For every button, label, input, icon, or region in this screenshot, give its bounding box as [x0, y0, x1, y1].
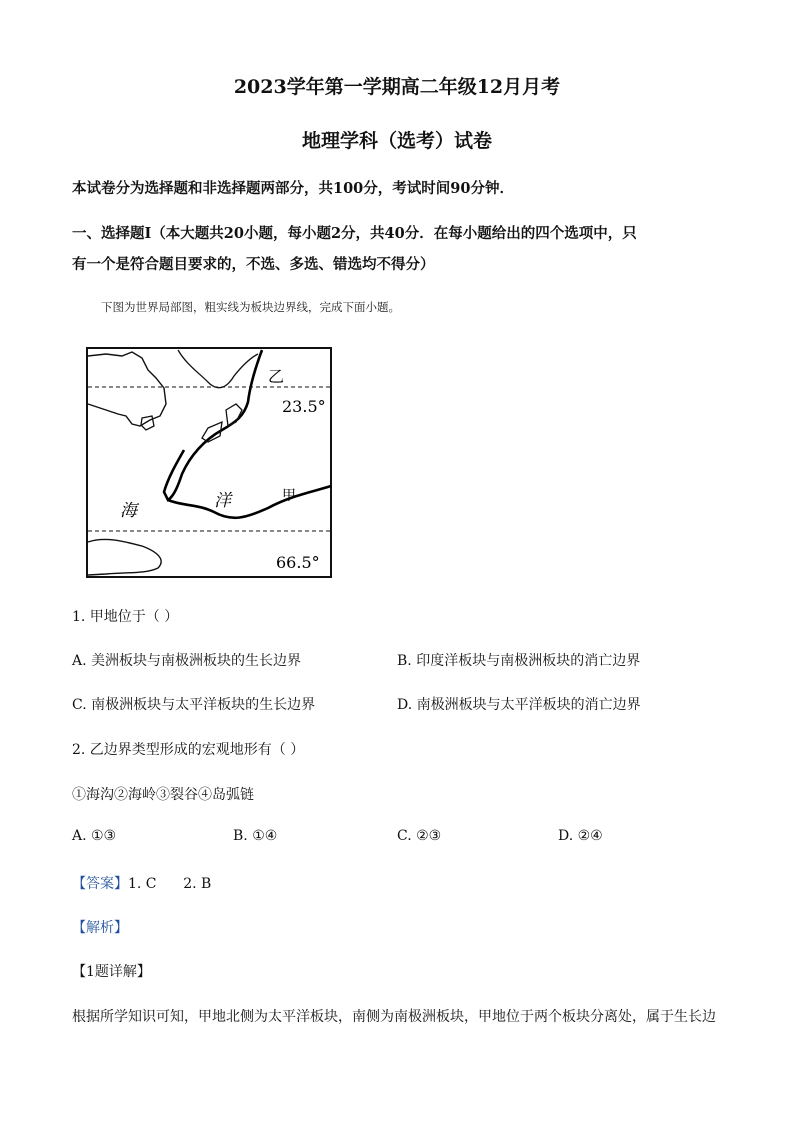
- question-1-option-d: D. 南极洲板块与太平洋板块的消亡边界: [397, 697, 641, 713]
- question-2-stem: 2. 乙边界类型形成的宏观地形有（ ）: [72, 742, 305, 758]
- section-heading-line1: 一、选择题Ⅰ（本大题共20小题，每小题2分，共40分．在每小题给出的四个选项中，只: [72, 225, 637, 242]
- question-2-option-b: B. ①④: [233, 828, 278, 844]
- question-2-extra: ①海沟②海岭③裂谷④岛弧链: [72, 787, 254, 803]
- answer-text: 1. C 2. B: [128, 876, 212, 892]
- question-2-option-d: D. ②④: [558, 828, 603, 844]
- label-yi: 乙: [268, 367, 285, 386]
- figure-caption: 下图为世界局部图，粗实线为板块边界线，完成下面小题。: [101, 300, 400, 314]
- world-map-figure: [86, 346, 333, 579]
- detail-label: 【1题详解】: [72, 964, 151, 980]
- question-1-option-a: A. 美洲板块与南极洲板块的生长边界: [72, 653, 302, 669]
- answer-label: 【答案】: [72, 876, 128, 892]
- label-hai: 海: [120, 501, 137, 521]
- map-svg: [86, 346, 333, 579]
- question-1-stem: 1. 甲地位于（ ）: [72, 609, 179, 625]
- answer-line: [72, 873, 211, 893]
- label-jia: 甲: [282, 488, 296, 504]
- section-heading-line2: 有一个是符合题目要求的，不选、多选、错选均不得分）: [72, 256, 435, 273]
- question-2-option-a: A. ①③: [72, 828, 117, 844]
- question-2-option-c: C. ②③: [397, 828, 442, 844]
- exam-intro: 本试卷分为选择题和非选择题两部分，共100分，考试时间90分钟．: [72, 180, 514, 197]
- label-lat-66-5: 66.5°: [276, 553, 320, 572]
- question-1-option-b: B. 印度洋板块与南极洲板块的消亡边界: [397, 653, 641, 669]
- label-lat-23-5: 23.5°: [282, 397, 326, 416]
- analysis-label: 【解析】: [72, 920, 128, 936]
- detail-text: 根据所学知识可知，甲地北侧为太平洋板块，南侧为南极洲板块，甲地位于两个板块分离处，属于生长边: [72, 1009, 716, 1025]
- label-yang: 洋: [214, 491, 231, 511]
- question-1-option-c: C. 南极洲板块与太平洋板块的生长边界: [72, 697, 316, 713]
- exam-subtitle: 地理学科（选考）试卷: [301, 130, 492, 152]
- exam-title: 2023学年第一学期高二年级12月月考: [233, 76, 561, 98]
